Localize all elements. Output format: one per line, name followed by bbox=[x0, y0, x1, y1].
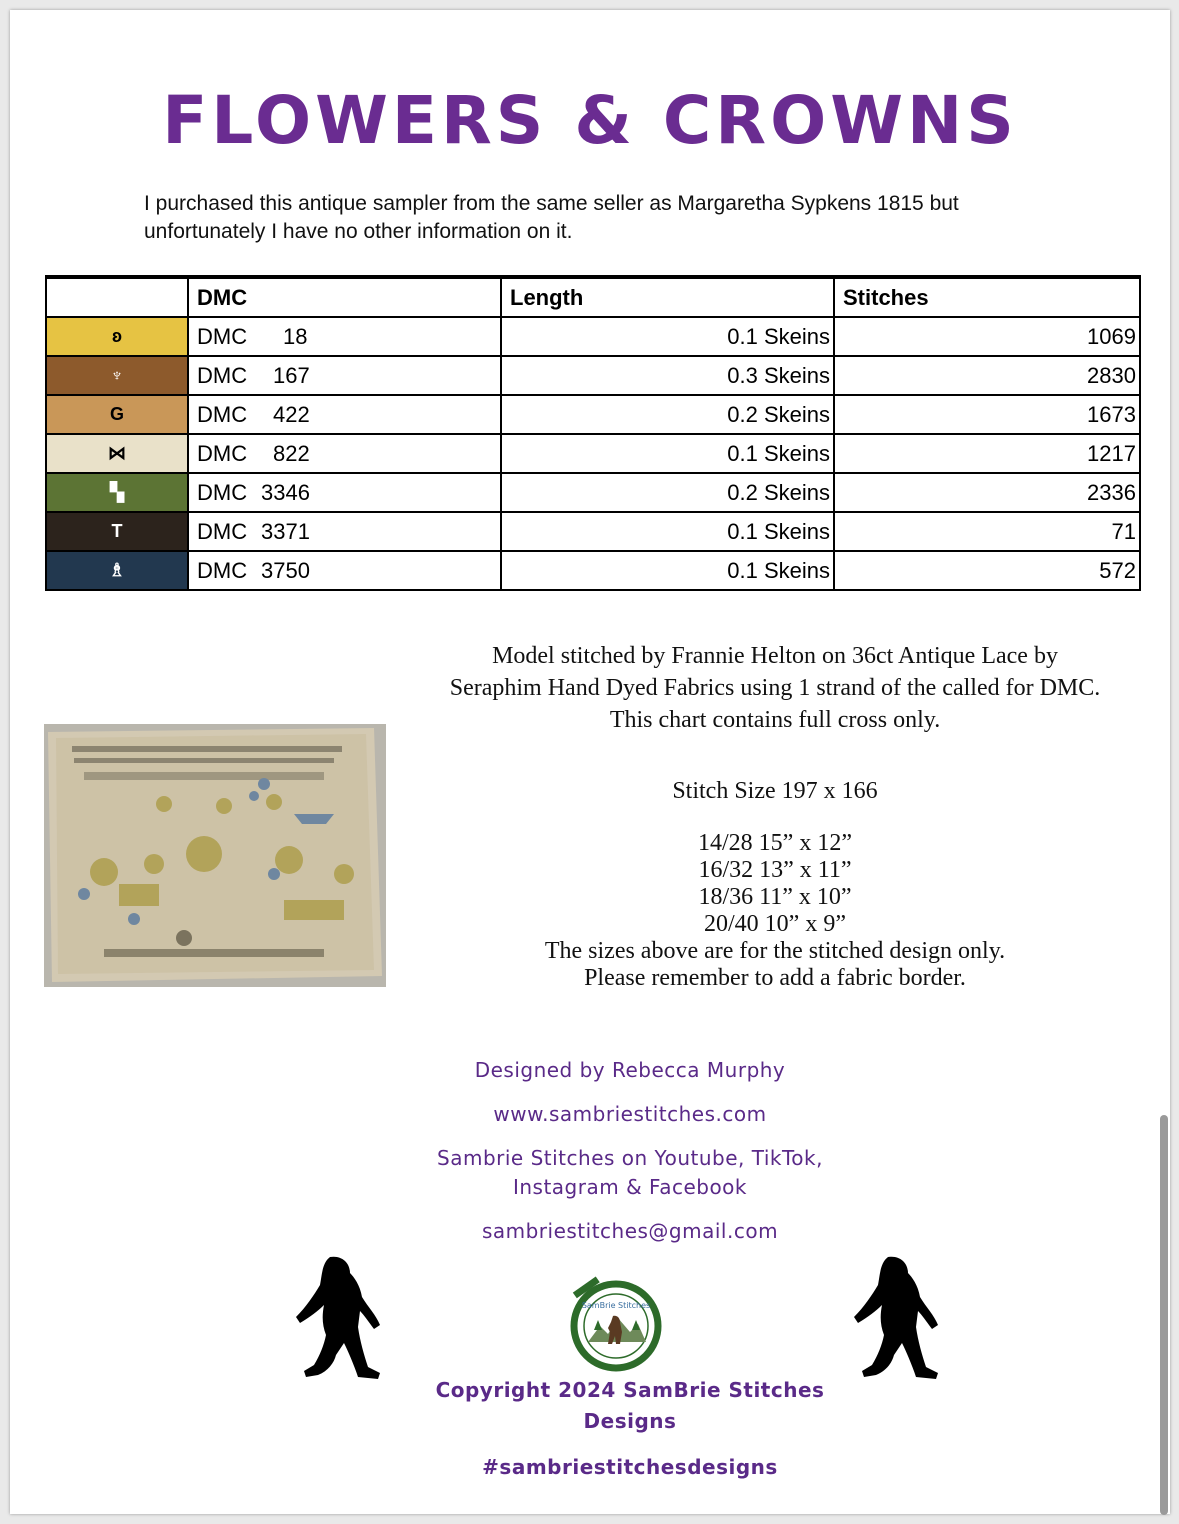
table-row bbox=[46, 356, 1140, 395]
color-swatch bbox=[46, 395, 188, 434]
stitch-size: Stitch Size 197 x 166 bbox=[672, 778, 878, 804]
stitches-cell: 2830 bbox=[834, 356, 1140, 395]
stitches-cell: 71 bbox=[834, 512, 1140, 551]
table-row bbox=[46, 512, 1140, 551]
symbol-icon: ⋈ bbox=[108, 443, 126, 463]
table-row bbox=[46, 473, 1140, 512]
hashtag: #sambriestitchesdesigns bbox=[482, 1455, 778, 1479]
stitches-cell: 1673 bbox=[834, 395, 1140, 434]
copyright-line: Copyright 2024 SamBrie Stitches bbox=[435, 1378, 825, 1402]
size-line: 18/36 11” x 10” bbox=[698, 884, 852, 910]
symbol-icon: G bbox=[109, 404, 124, 424]
page-title: FLOWERS & CROWNS bbox=[162, 82, 1018, 159]
color-swatch bbox=[46, 317, 188, 356]
dmc-brand: DMC bbox=[197, 362, 248, 388]
table-header-row bbox=[46, 277, 1140, 317]
header-stitches: Stitches bbox=[834, 277, 1140, 317]
copyright-line: Designs bbox=[583, 1409, 677, 1433]
size-note: The sizes above are for the stitched design only. bbox=[544, 938, 1006, 964]
size-note: Please remember to add a fabric border. bbox=[584, 965, 966, 991]
model-line: Model stitched by Frannie Helton on 36ct Antique Lace by bbox=[492, 643, 1058, 669]
model-line: This chart contains full cross only. bbox=[609, 707, 941, 733]
dmc-number: 167 bbox=[273, 362, 310, 388]
dmc-brand: DMC bbox=[197, 440, 248, 466]
dmc-cell bbox=[188, 512, 501, 551]
table-row bbox=[46, 395, 1140, 434]
bigfoot-icon bbox=[288, 1255, 388, 1380]
length-cell: 0.1 Skeins bbox=[501, 434, 834, 473]
size-line: 20/40 10” x 9” bbox=[704, 911, 846, 937]
length-cell: 0.1 Skeins bbox=[501, 512, 834, 551]
dmc-number: 3371 bbox=[261, 518, 310, 544]
dmc-brand: DMC bbox=[197, 557, 248, 583]
color-swatch bbox=[46, 434, 188, 473]
header-symbol bbox=[46, 277, 188, 317]
dmc-number: 822 bbox=[273, 440, 310, 466]
length-cell: 0.1 Skeins bbox=[501, 551, 834, 590]
size-line: 14/28 15” x 12” bbox=[698, 830, 852, 856]
dmc-brand: DMC bbox=[197, 518, 248, 544]
color-swatch bbox=[46, 512, 188, 551]
intro-text: I purchased this antique sampler from the same seller as Margaretha Sypkens 1815 but unfortunately I have no other information on it. bbox=[144, 192, 959, 243]
symbol-icon: ▚ bbox=[110, 482, 124, 502]
symbol-icon: ♆ bbox=[110, 365, 124, 385]
stitches-cell: 572 bbox=[834, 551, 1140, 590]
length-cell: 0.1 Skeins bbox=[501, 317, 834, 356]
vertical-scrollbar[interactable] bbox=[1160, 1115, 1168, 1515]
dmc-cell bbox=[188, 473, 501, 512]
dmc-number: 3750 bbox=[261, 557, 310, 583]
dmc-cell bbox=[188, 356, 501, 395]
stitches-cell: 1217 bbox=[834, 434, 1140, 473]
thread-table bbox=[45, 275, 1141, 591]
length-cell: 0.2 Skeins bbox=[501, 473, 834, 512]
sampler-photo bbox=[44, 724, 386, 987]
model-info bbox=[390, 640, 1160, 736]
table-row bbox=[46, 317, 1140, 356]
dmc-number: 18 bbox=[283, 323, 308, 349]
model-line: Seraphim Hand Dyed Fabrics using 1 strand of the called for DMC. bbox=[449, 675, 1101, 701]
dmc-brand: DMC bbox=[197, 479, 248, 505]
dmc-number: 3346 bbox=[261, 479, 310, 505]
dmc-brand: DMC bbox=[197, 401, 248, 427]
dmc-cell bbox=[188, 434, 501, 473]
size-info bbox=[390, 778, 1160, 992]
email-address: sambriestitches@gmail.com bbox=[481, 1219, 779, 1243]
color-swatch bbox=[46, 473, 188, 512]
length-cell: 0.3 Skeins bbox=[501, 356, 834, 395]
table-row bbox=[46, 551, 1140, 590]
stitches-cell: 1069 bbox=[834, 317, 1140, 356]
table-row bbox=[46, 434, 1140, 473]
symbol-icon: ♗ bbox=[108, 560, 126, 580]
social-line: Sambrie Stitches on Youtube, TikTok, bbox=[437, 1146, 823, 1170]
header-dmc: DMC bbox=[188, 277, 501, 317]
symbol-icon: ʚ bbox=[111, 326, 123, 346]
color-swatch bbox=[46, 356, 188, 395]
dmc-cell bbox=[188, 395, 501, 434]
stitches-cell: 2336 bbox=[834, 473, 1140, 512]
bigfoot-icon bbox=[846, 1255, 946, 1380]
sambrie-logo bbox=[566, 1272, 666, 1372]
color-swatch bbox=[46, 551, 188, 590]
dmc-brand: DMC bbox=[197, 323, 248, 349]
size-line: 16/32 13” x 11” bbox=[698, 857, 852, 883]
website-link[interactable] bbox=[10, 1102, 1179, 1126]
length-cell: 0.2 Skeins bbox=[501, 395, 834, 434]
dmc-cell bbox=[188, 551, 501, 590]
symbol-icon: T bbox=[111, 521, 123, 541]
social-line: Instagram & Facebook bbox=[512, 1175, 748, 1199]
website-link-text[interactable]: www.sambriestitches.com bbox=[493, 1102, 767, 1126]
designer-credit: Designed by Rebecca Murphy bbox=[474, 1058, 786, 1082]
dmc-number: 422 bbox=[273, 401, 310, 427]
header-length: Length bbox=[501, 277, 834, 317]
logo-text: SamBrie Stitches bbox=[581, 1301, 651, 1310]
dmc-cell bbox=[188, 317, 501, 356]
document-page bbox=[10, 10, 1170, 1514]
